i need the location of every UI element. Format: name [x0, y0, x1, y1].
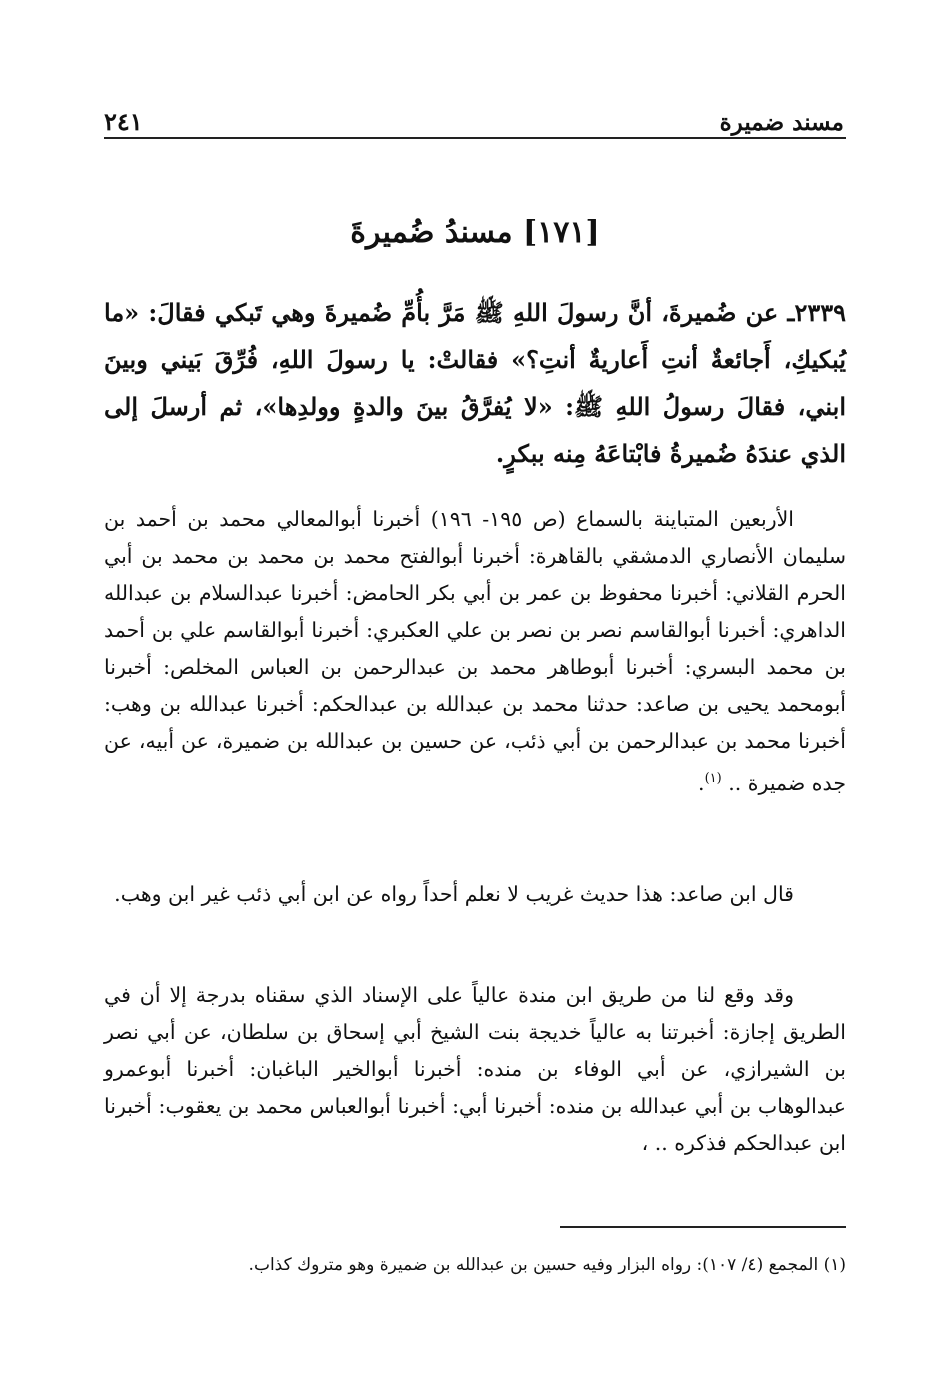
running-title: مسند ضميرة: [719, 109, 844, 136]
commentary-isnad-text: الأربعين المتباينة بالسماع (ص ١٩٥- ١٩٦) أخبرنا أبوالمعالي محمد بن أحمد بن سليمان الأنصاري الدمشقي بالقاهرة: أخبرنا أبوالفتح محمد بن محمد بن محمد بن أبي الحرم القلاني: أخبرنا محفوظ بن عمر بن أبي بكر الحامض: أخبرنا عبدالسلام بن عبدالله الداهري: أخبرنا أبوالقاسم نصر بن نصر بن علي العكبري: أخبرنا أبوالقاسم علي بن أحمد بن محمد البسري: أخبرنا أبوطاهر محمد بن عبدالرحمن بن العباس المخلص: أخبرنا أبومحمد يحيى بن صاعد: حدثنا محمد بن عبدالله بن عبدالحكم: أخبرنا عبدالله بن وهب: أخبرنا محمد بن عبدالرحمن بن أبي ذئب، عن حسين بن عبدالله بن ضميرة، عن أبيه، عن جده ضميرة ..: [104, 507, 846, 795]
running-header: [104, 96, 844, 136]
commentary-isnad-end: .: [698, 770, 705, 795]
header-rule: [104, 137, 846, 139]
footnote-marker: (١): [704, 771, 722, 786]
commentary-paragraph-ibn-saed: قال ابن صاعد: هذا حديث غريب لا نعلم أحداً رواه عن ابن أبي ذئب غير ابن وهب.: [114, 882, 794, 906]
footnote-rule: [560, 1226, 846, 1228]
footnote: (١) المجمع (٤/ ١٠٧): رواه البزار وفيه حسين بن عبدالله بن ضميرة وهو متروك كذاب.: [248, 1255, 846, 1275]
section-heading: [١٧١] مسندُ ضُميرةَ: [350, 215, 600, 250]
commentary-paragraph-ibn-mandah: وقد وقع لنا من طريق ابن مندة عالياً على الإسناد الذي سقناه بدرجة إلا أن في الطريق إجازة: أخبرتنا به عالياً خديجة بنت الشيخ أبي إسحاق بن سلطان، عن أبي نصر بن الشيرازي، عن أبي الوفاء بن منده: أخبرنا أبوالخير الباغبان: أخبرنا أبوعمرو عبدالوهاب بن أبي عبدالله بن منده: أخبرنا أبي: أخبرنا أبوالعباس محمد بن يعقوب: أخبرنا ابن عبدالحكم فذكره .. ،: [104, 983, 846, 1155]
hadith-text: ٢٣٣٩ـ عن ضُميرةَ، أنَّ رسولَ اللهِ ﷺ مَرَّ بأُمِّ ضُميرةَ وهي تَبكي فقالَ: «ما يُبكيكِ، أَجائعةٌ أنتِ أَعاريةٌ أنتِ؟» فقالتْ: يا رسولَ اللهِ، فُرِّقَ بَيني وبينَ ابني، فقالَ رسولُ اللهِ ﷺ: «لا يُفرَّقُ بينَ والدةٍ وولدِها»، ثم أرسلَ إلى الذي عندَهُ ضُميرةُ فابْتاعَهُ مِنه ببكرٍ.: [104, 298, 846, 468]
page-number: ٢٤١: [104, 107, 143, 136]
commentary-paragraph-isnad: [104, 501, 846, 802]
